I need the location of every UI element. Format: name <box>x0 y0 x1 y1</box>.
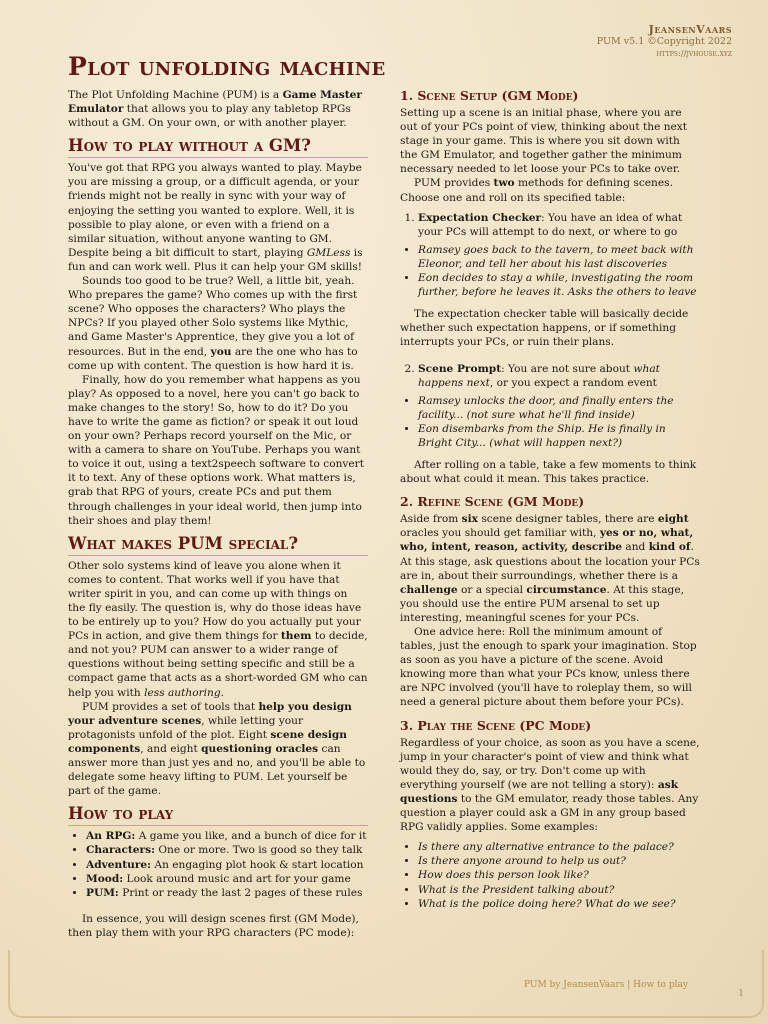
list-item: • An RPG: A game you like, and a bunch of dice for it <box>86 829 368 843</box>
heading-how-to-play: How to play <box>68 804 368 826</box>
heading-play-the-scene: 3. Play the Scene (PC Mode) <box>400 717 592 733</box>
list-item: • How does this person look like? <box>418 868 700 882</box>
left-column <box>68 88 368 940</box>
page-footer: PUM by JeansenVaars | How to play <box>524 980 688 990</box>
right-column <box>400 88 700 915</box>
paragraph: PUM provides a set of tools that help you design your adventure scenes, while letting your protagonists unfold of the plot. Eight scene design components, and eight questioning oracles can answer more than just yes and no, and you'll be able to delegate some heavy lifting to PUM. Let yourself be part of the game. <box>68 700 366 798</box>
page-title: Plot unfolding machine <box>68 52 386 81</box>
intro-paragraph: The Plot Unfolding Machine (PUM) is a Game Master Emulator that allows you to play any tabletop RPGs without a GM. On your own, or with another player. <box>68 89 362 130</box>
paragraph: You've got that RPG you always wanted to play. Maybe you are missing a group, or a difficult agenda, or your friends might not be really in sync with your way of enjoying the setting you wanted to explore. Well, it is possible to play alone, or even with a friend on a similar situation, without anyone wanting to GM. Despite being a bit difficult to start, playing GMLess is fun and can work well. Plus it can help your GM skills! <box>68 162 363 273</box>
list-item: 2. Scene Prompt: You are not sure about what happens next, or you expect a random event <box>418 362 700 390</box>
example-list <box>400 243 700 299</box>
method-list <box>400 362 700 390</box>
paragraph: Other solo systems kind of leave you alone when it comes to content. That works well if you have that writer spirit in you, and can come up with things on the fly easily. The question is, why do those ideas have to be entirely up to you? How do you actually put your PCs in action, and give them things for them to decide, and not you? PUM can answer to a wider range of questions without being setting specific and still be a compact game that acts as a short-worded GM who can help you with less authoring. <box>68 559 368 699</box>
list-item: • Is there any alternative entrance to the palace? <box>418 840 700 854</box>
list-item: • Ramsey unlocks the door, and finally enters the facility... (not sure what he'll find inside) <box>418 394 700 422</box>
heading-scene-setup: 1. Scene Setup (GM Mode) <box>400 88 579 103</box>
paragraph: In essence, you will design scenes first (GM Mode), then play them with your RPG characters (PC mode): <box>68 912 359 939</box>
list-item: • Mood: Look around music and art for your game <box>86 872 368 886</box>
version-copyright: PUM v5.1 ©Copyright 2022 <box>596 36 732 47</box>
list-item: • What is the President talking about? <box>418 883 700 897</box>
method-list <box>400 211 700 239</box>
list-item: • Characters: One or more. Two is good so they talk <box>86 843 368 857</box>
heading-refine-scene: 2. Refine Scene (GM Mode) <box>400 494 585 510</box>
header-credits <box>597 24 732 60</box>
paragraph: One advice here: Roll the minimum amount of tables, just the enough to spark your imagination. Stop as soon as you have a picture of the scene. Avoid knowing more than what your PCs know, unless there are NPC involved (you'll have to roleplay them, so will need a general picture about them before your PCs). <box>400 626 697 709</box>
paragraph: PUM provides two methods for defining scenes. Choose one and roll on its specified table: <box>400 177 673 204</box>
website-link[interactable]: https://jvhouse.xyz <box>656 49 732 59</box>
page-number: 1 <box>738 989 744 999</box>
list-item: • Eon disembarks from the Ship. He is finally in Bright City... (what will happen next?) <box>418 422 700 450</box>
question-examples-list <box>400 840 700 910</box>
list-item: 1. Expectation Checker: You have an idea of what your PCs will attempt to do next, or where to go <box>418 211 700 239</box>
list-item: • Ramsey goes back to the tavern, to meet back with Eleonor, and tell her about his last discoveries <box>418 243 700 271</box>
heading-what-makes-pum-special: What makes PUM special? <box>68 534 368 556</box>
paragraph: After rolling on a table, take a few moments to think about what could it mean. This takes practice. <box>400 459 697 486</box>
paragraph: Regardless of your choice, as soon as you have a scene, jump in your character's point of view and think what would they do, say, or try. Don't come up with everything yourself (we are not telling a story): ask questions to the GM emulator, ready those tables. Any question a player could ask a GM in any group based RPG validly applies. Some examples: <box>400 736 700 834</box>
paragraph: The expectation checker table will basically decide whether such expectation happens, or if something interrupts your PCs, or ruin their plans. <box>400 308 689 349</box>
paragraph: Setting up a scene is an initial phase, where you are out of your PCs point of view, thinking about the next stage in your game. This is where you sit down with the GM Emulator, and together gather the minimum necessary needed to let loose your PCs to take over. <box>400 107 688 176</box>
list-item: • Adventure: An engaging plot hook & start location <box>86 858 368 872</box>
paragraph: Finally, how do you remember what happens as you play? As opposed to a novel, here you can't go back to make changes to the story! So, how to do it? Do you have to write the game as fiction? or speak it out loud on your own? Perhaps record yourself on the Mic, or with a camera to share on YouTube. Perhaps you want to voice it out, using a text2speech software to convert it to text. Any of these options work. What matters is, grab that RPG of yours, create PCs and put them through challenges in your ideal world, then jump into their shoes and play them! <box>68 373 364 527</box>
requirements-list <box>68 829 368 899</box>
list-item: • PUM: Print or ready the last 2 pages of these rules <box>86 886 368 900</box>
list-item: • Eon decides to stay a while, investigating the room further, before he leaves it. Asks the others to leave <box>418 271 700 299</box>
list-item: • Is there anyone around to help us out? <box>418 854 700 868</box>
heading-how-to-play-without-gm: How to play without a GM? <box>68 136 368 158</box>
author-name: JeansenVaars <box>648 23 732 36</box>
example-list <box>400 394 700 450</box>
list-item: • What is the police doing here? What do we see? <box>418 897 700 911</box>
paragraph: Sounds too good to be true? Well, a little bit, yeah. Who prepares the game? Who comes up with the first scene? Who opposes the characters? Who plays the NPCs? If you played other Solo systems like Mythic, and Game Master's Apprentice, they give you a lot of resources. But in the end, you are the one who has to come up with content. The question is how hard it is. <box>68 275 358 372</box>
paragraph: Aside from six scene designer tables, there are eight oracles you should get familiar with, yes or no, what, who, intent, reason, activity, describe and kind of. At this stage, ask questions about the location your PCs are in, about their surroundings, whether there is a challenge or a special circumstance. At this stage, you should use the entire PUM arsenal to set up interesting, meaningful scenes for your PCs. <box>400 513 700 624</box>
